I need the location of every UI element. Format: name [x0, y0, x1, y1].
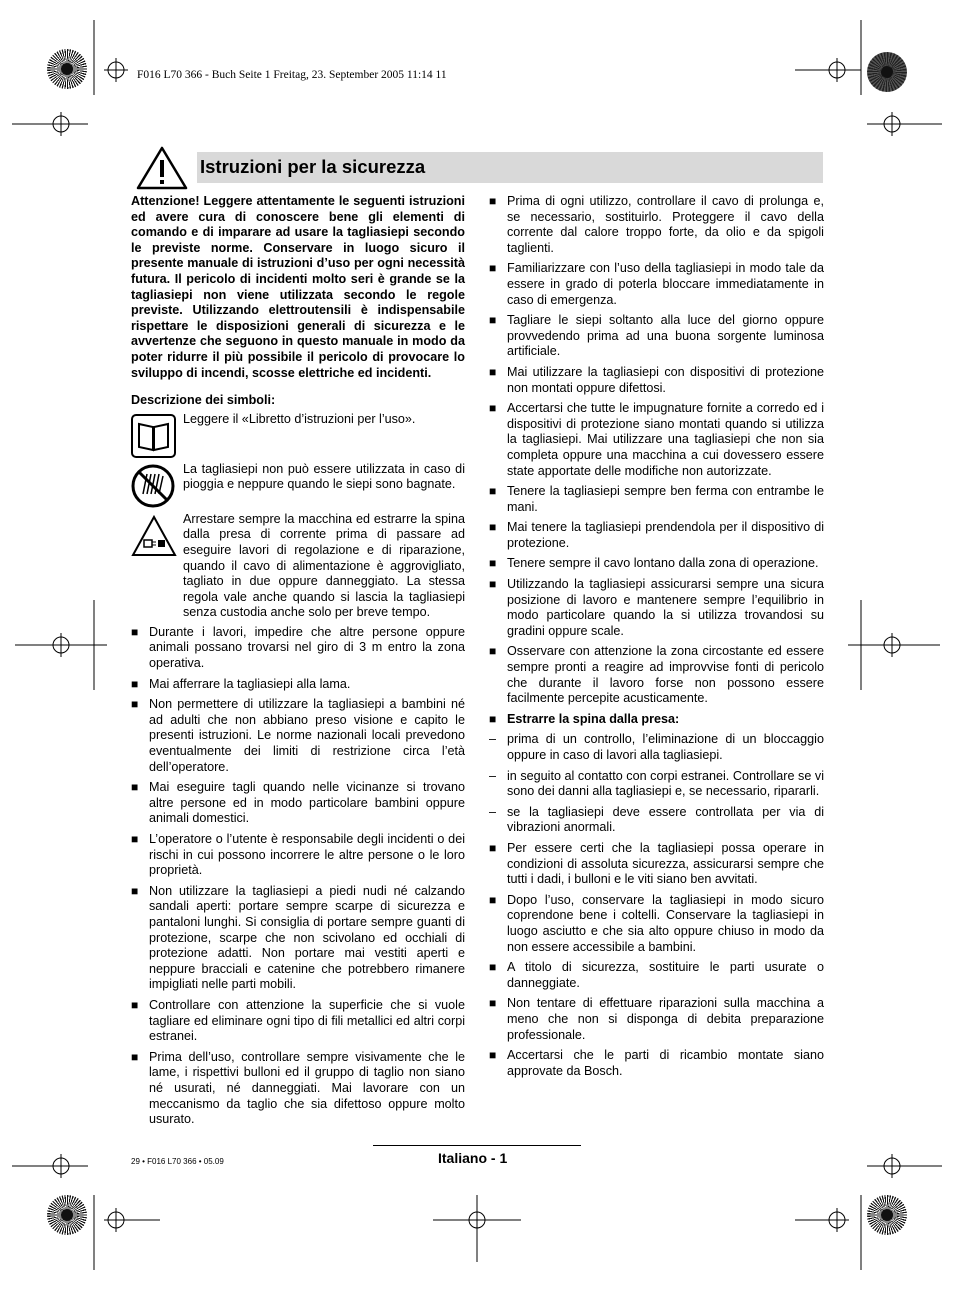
list-item: ■ Prima dell’uso, controllare sempre visivamente che le lame, i rispettivi bulloni ed il gruppo di taglio non siano né usurati, né danneggiati. Mai lavorare con un meccanismo da taglio che sia difettoso oppure molto usurato.	[131, 1049, 465, 1127]
bullet-square-icon: ■	[489, 1048, 497, 1063]
unplug-heading-item	[489, 712, 824, 728]
unplug-warning-icon	[131, 514, 177, 558]
list-item: ■ L’operatore o l’utente è responsabile degli incidenti o dei rischi in cui possono incorrere le altre persone o le loro proprietà.	[131, 832, 465, 878]
list-item: ■ Non utilizzare la tagliasiepi a piedi nudi né calzando sandali aperti: portare sempre scarpe di sicurezza e pantaloni lunghi. Si consiglia di portare sempre guanti di protezione, scarpe che non scivolano ed occhiali di protezione adatti. Non portare mai vestiti aperti e neppure bracciali e catenine che potrebbero rimanere impigliati nelle parti mobili.	[131, 883, 465, 992]
list-item: ■ Familiarizzare con l’uso della tagliasiepi in modo tale da essere in grado di poterla bloccare immediatamente in caso di emergenza.	[489, 261, 824, 307]
list-item: ■ Tenere sempre il cavo lontano dalla zona di operazione.	[489, 556, 819, 571]
bullet-square-icon: ■	[489, 960, 497, 975]
no-rain-icon	[131, 464, 177, 508]
symbol-text: La tagliasiepi non può essere utilizzata in caso di pioggia e neppure quando le siepi sono bagnate.	[183, 461, 465, 492]
bullet-square-icon: ■	[131, 697, 139, 712]
list-item: ■ Non permettere di utilizzare la tagliasiepi a bambini né ad adulti che non abbiano preso visione e capito le presenti istruzioni. Le norme nazionali locali prevedono eventualmente dei limiti di restrizione circa l’età dell’operatore.	[131, 697, 465, 774]
bullet-square-icon: ■	[489, 892, 497, 907]
bullet-square-icon: ■	[489, 313, 497, 328]
bullet-square-icon: ■	[489, 194, 497, 208]
left-column	[131, 194, 465, 1133]
dash-mark: –	[489, 804, 497, 819]
list-item: ■ A titolo di sicurezza, sostituire le parti usurate o danneggiate.	[489, 960, 824, 990]
list-item: ■ Accertarsi che le parti di ricambio montate siano approvate da Bosch.	[489, 1048, 824, 1078]
symbol-item	[131, 412, 465, 458]
bullet-square-icon: ■	[131, 832, 139, 846]
bullet-square-icon: ■	[131, 624, 139, 639]
registration-rosette	[47, 1195, 87, 1235]
symbol-text: Leggere il «Libretto d’istruzioni per l’uso».	[183, 411, 416, 426]
bullet-square-icon: ■	[489, 644, 497, 659]
bullet-square-icon: ■	[489, 711, 497, 726]
dash-item: – prima di un controllo, l’eliminazione di un bloccaggio oppure in caso di lavori alla tagliasiepi.	[489, 732, 824, 762]
print-code: 29 • F016 L70 366 • 05.09	[131, 1157, 224, 1166]
bullet-square-icon: ■	[489, 520, 497, 535]
bullet-square-icon: ■	[489, 401, 497, 416]
list-item: ■ Dopo l’uso, conservare la tagliasiepi in modo sicuro coprendone bene i coltelli. Conservare la tagliasiepi in luogo asciutto e che sia alto oppure chiuso in modo da non essere accessibile a bambini.	[489, 892, 824, 954]
symbol-item	[131, 512, 465, 621]
list-item: ■ Tagliare le siepi soltanto alla luce del giorno oppure provvedendo prima ad una buona sorgente luminosa artificiale.	[489, 313, 824, 359]
registration-rosette	[47, 49, 87, 89]
list-item: ■ Mai tenere la tagliasiepi prendendola per il dispositivo di protezione.	[489, 520, 824, 550]
bullet-square-icon: ■	[489, 840, 497, 855]
bullet-square-icon: ■	[489, 996, 497, 1011]
list-item: ■ Mai afferrare la tagliasiepi alla lama.	[131, 676, 351, 691]
print-header: F016 L70 366 - Buch Seite 1 Freitag, 23. September 2005 11:14 11	[137, 69, 447, 81]
dash-item: – in seguito al contatto con corpi estranei. Controllare se vi sono dei danni alla tagliasiepi e, se necessario, ripararli.	[489, 768, 824, 799]
list-item: ■ Mai eseguire tagli quando nelle vicinanze si trovano altre persone ed in modo particolare bambini oppure animali domestici.	[131, 780, 465, 826]
registration-rosette	[867, 1195, 907, 1235]
dash-mark: –	[489, 732, 497, 747]
symbol-text: Arrestare sempre la macchina ed estrarre la spina dalla presa di corrente prima di passare ad eseguire lavori di regolazione e di riparazione, quando il cavo di alimentazione è aggrovigliato, tagliato in due oppure danneggiato. La stessa regola vale anche quando si lascia la tagliasiepi senza custodia anche solo per breve tempo.	[183, 511, 465, 620]
list-item: ■ Mai utilizzare la tagliasiepi con dispositivi di protezione non montati oppure difettosi.	[489, 364, 824, 395]
right-column	[489, 194, 824, 1084]
bullet-square-icon: ■	[489, 261, 497, 276]
symbol-item	[131, 462, 465, 508]
book-icon	[131, 414, 177, 458]
intro-warning: Attenzione! Leggere attentamente le seguenti istruzioni ed avere cura di conoscere bene gli elementi di comando e di imparare ad usare la tagliasiepi secondo le previste norme. Conservare in luogo sicuro il presente manuale di istruzioni d’uso per ogni necessità futura. Il pericolo di incidenti molto seri è grande se la tagliasiepi non viene utilizzata secondo le regole previste. Utilizzando elettroutensili è indispensabile rispettare le disposizioni generali di sicurezza e le avvertenze che seguono in questo manuale in modo da poter ridurre il più possibile il pericolo di provocare lo sviluppo di incendi, scosse elettriche ed incidenti.	[131, 194, 465, 380]
list-item: ■ Prima di ogni utilizzo, controllare il cavo di prolunga e, se necessario, sostituirlo. Proteggere il cavo della corrente dal calore troppo forte, da olio e da spigoli taglienti.	[489, 194, 824, 255]
bullet-square-icon: ■	[489, 556, 497, 571]
list-item: ■ Accertarsi che tutte le impugnature fornite a corredo ed i dispositivi di protezione siano montati quando si utilizza la tagliasiepi. Mai utilizzare una tagliasiepi che non sia completa oppure una macchina a cui dovessero essere state apportate delle modifiche non autorizzate.	[489, 401, 824, 478]
symbols-heading: Descrizione dei simboli:	[131, 393, 276, 408]
list-item: ■ Osservare con attenzione la zona circostante ed essere sempre pronti a reagire ad improvvise fonti di pericolo che durante il lavoro forse non possono essere facilmente percepite acusticamente.	[489, 644, 824, 706]
list-item: ■ Per essere certi che la tagliasiepi possa operare in condizioni di assoluta sicurezza, assicurarsi sempre che tutti i dadi, i bulloni e le viti siano ben avvitati.	[489, 840, 824, 887]
bullet-square-icon: ■	[131, 997, 139, 1012]
bullet-square-icon: ■	[489, 364, 497, 379]
list-item: ■ Tenere la tagliasiepi sempre ben ferma con entrambe le mani.	[489, 484, 824, 514]
bullet-square-icon: ■	[489, 577, 497, 592]
page-title: Istruzioni per la sicurezza	[200, 156, 426, 177]
dash-item: – se la tagliasiepi deve essere controllata per via di vibrazioni anormali.	[489, 804, 824, 835]
bullet-square-icon: ■	[131, 676, 139, 691]
page-number: Italiano - 1	[438, 1150, 508, 1166]
dash-mark: –	[489, 768, 497, 783]
list-item: ■ Controllare con attenzione la superficie che si vuole tagliare ed eliminare ogni tipo di fili metallici ed altri corpi estranei.	[131, 997, 465, 1044]
list-item: ■ Non tentare di effettuare riparazioni sulla macchina a meno che non si disponga di debita preparazione professionale.	[489, 996, 824, 1042]
list-item: ■ Durante i lavori, impedire che altre persone oppure animali possano trovarsi nel giro di 3 m entro la zona operativa.	[131, 624, 465, 671]
bullet-square-icon: ■	[131, 883, 139, 898]
bullet-square-icon: ■	[131, 780, 139, 795]
bullet-square-icon: ■	[131, 1049, 139, 1064]
warning-triangle-icon	[136, 146, 188, 190]
bullet-square-icon: ■	[489, 484, 497, 499]
footer-rule	[373, 1145, 581, 1146]
list-item: ■ Utilizzando la tagliasiepi assicurarsi sempre una sicura posizione di lavoro e mantenere sempre l’equilibrio in modo particolare quando la si utilizza trovandosi su gradini oppure scale.	[489, 577, 824, 638]
registration-rosette	[867, 52, 907, 92]
unplug-heading: Estrarre la spina dalla presa:	[507, 711, 680, 726]
